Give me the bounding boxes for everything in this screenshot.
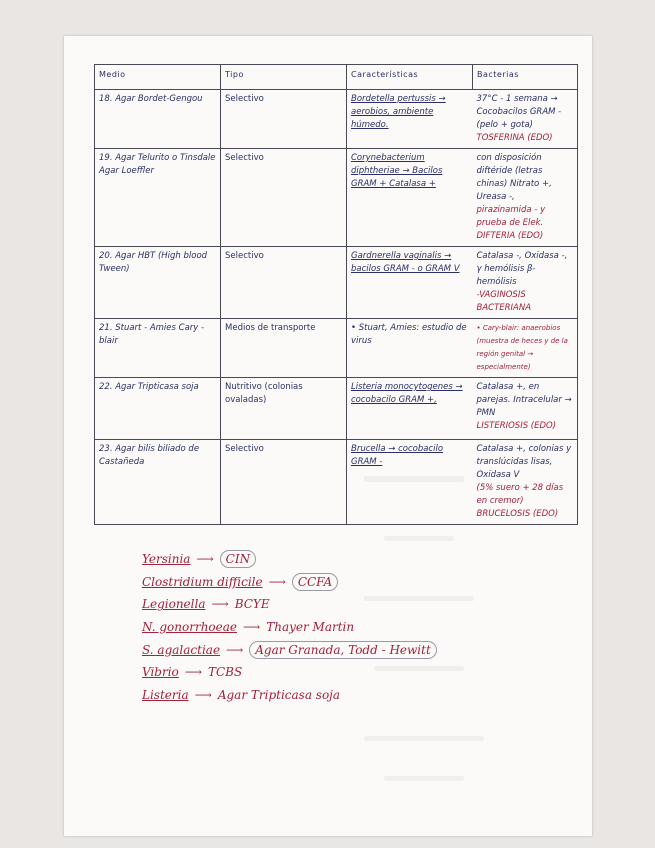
- bleed-through-mark: [384, 776, 464, 781]
- bleed-through-mark: [384, 536, 454, 541]
- cell-caracteristicas: [347, 90, 473, 149]
- char-line: Bordetella pertussis → aerobios, ambiente húmedo.: [351, 94, 446, 130]
- notebook-page: [64, 36, 592, 836]
- table-header-row: [95, 65, 578, 90]
- table-row: [95, 440, 578, 525]
- char-line: 37°C - 1 semana → Cocobacilos GRAM - (pelo + gota): [476, 94, 562, 130]
- list-item: [142, 638, 437, 661]
- header-caracteristicas: Características: [347, 65, 473, 90]
- table-row: [95, 90, 578, 149]
- disease-label: (5% suero + 28 días en cremor) BRUCELOSIS (EDO): [476, 483, 564, 519]
- char-line: • Stuart, Amies: estudio de virus: [351, 323, 467, 346]
- cell-bacterias: [473, 319, 578, 378]
- char-line: Gardnerella vaginalis → bacilos GRAM - o GRAM V: [351, 251, 460, 274]
- cell-tipo: Selectivo: [221, 90, 347, 149]
- cell-tipo: Selectivo: [221, 247, 347, 319]
- char-line: Catalasa +, colonias y translúcidas lisas, Oxidasa V: [476, 444, 572, 480]
- char-line: con disposición diftéride (letras chinas) Nitrato +, Ureasa -,: [476, 153, 552, 202]
- cell-bacterias: [473, 440, 578, 525]
- arrow-icon: ⟶: [184, 665, 202, 680]
- cell-tipo: Medios de transporte: [221, 319, 347, 378]
- cell-medio: 22. Agar Tripticasa soja: [95, 378, 221, 440]
- medium-name: CCFA: [292, 573, 338, 591]
- arrow-icon: ⟶: [268, 574, 286, 589]
- organism-name: S. agalactiae: [142, 642, 221, 657]
- cell-medio: 19. Agar Telurito o Tinsdale Agar Loeffler: [95, 149, 221, 247]
- char-line: • Cary-blair: anaerobios (muestra de heces y de la región genital → especialmente): [476, 324, 568, 371]
- medium-name: BCYE: [234, 597, 270, 612]
- bleed-through-mark: [364, 736, 484, 741]
- cell-bacterias: [473, 247, 578, 319]
- organism-name: Legionella: [142, 597, 206, 612]
- medium-name: TCBS: [207, 665, 243, 680]
- arrow-icon: ⟶: [226, 642, 244, 657]
- list-item: [142, 593, 437, 616]
- char-line: Brucella → cocobacilo GRAM -: [351, 444, 444, 467]
- cell-bacterias: [473, 378, 578, 440]
- disease-label: TOSFERINA (EDO): [476, 133, 553, 143]
- char-line: Catalasa -, Oxidasa -, γ hemólisis β-hemólisis: [476, 251, 568, 287]
- cell-caracteristicas: [347, 149, 473, 247]
- cell-bacterias: [473, 149, 578, 247]
- table-row: [95, 149, 578, 247]
- char-line: Listeria monocytogenes → cocobacilo GRAM +,: [351, 382, 463, 405]
- cell-tipo: Nutritivo (colonias ovaladas): [221, 378, 347, 440]
- organism-medium-list: [142, 548, 437, 706]
- table-row: [95, 319, 578, 378]
- organism-name: Listeria: [142, 687, 189, 702]
- cell-caracteristicas: [347, 378, 473, 440]
- list-item: [142, 548, 437, 571]
- organism-name: Yersinia: [142, 552, 191, 567]
- arrow-icon: ⟶: [196, 552, 214, 567]
- char-line: Catalasa +, en parejas. Intracelular → PMN: [476, 382, 572, 418]
- culture-media-table: [94, 64, 578, 525]
- list-item: [142, 571, 437, 594]
- header-tipo: Tipo: [221, 65, 347, 90]
- organism-name: N. gonorrhoeae: [142, 620, 238, 635]
- cell-medio: 20. Agar HBT (High blood Tween): [95, 247, 221, 319]
- cell-medio: 21. Stuart - Amies Cary - blair: [95, 319, 221, 378]
- cell-tipo: Selectivo: [221, 149, 347, 247]
- cell-caracteristicas: [347, 319, 473, 378]
- cell-bacterias: [473, 90, 578, 149]
- cell-caracteristicas: [347, 440, 473, 525]
- medium-name: CIN: [220, 550, 256, 568]
- medium-name: Agar Tripticasa soja: [217, 687, 341, 702]
- cell-medio: 23. Agar bilis biliado de Castañeda: [95, 440, 221, 525]
- char-line: Corynebacterium diphtheriae → Bacilos GRAM + Catalasa +: [351, 153, 443, 189]
- medium-name: Thayer Martin: [266, 620, 355, 635]
- arrow-icon: ⟶: [243, 620, 261, 635]
- list-item: [142, 616, 437, 639]
- medium-name: Agar Granada, Todd - Hewitt: [249, 641, 437, 659]
- list-item: [142, 661, 437, 684]
- disease-label: pirazinamida - y prueba de Elek. DIFTERIA (EDO): [476, 205, 546, 241]
- cell-caracteristicas: [347, 247, 473, 319]
- table-row: [95, 378, 578, 440]
- organism-name: Vibrio: [142, 665, 179, 680]
- cell-tipo: Selectivo: [221, 440, 347, 525]
- header-medio: Medio: [95, 65, 221, 90]
- header-bacterias: Bacterias: [473, 65, 578, 90]
- disease-label: LISTERIOSIS (EDO): [476, 421, 557, 431]
- cell-medio: 18. Agar Bordet-Gengou: [95, 90, 221, 149]
- disease-label: -VAGINOSIS BACTERIANA: [476, 290, 532, 313]
- table-row: [95, 247, 578, 319]
- arrow-icon: ⟶: [194, 687, 212, 702]
- arrow-icon: ⟶: [211, 597, 229, 612]
- list-item: [142, 684, 437, 707]
- organism-name: Clostridium difficile: [142, 574, 263, 589]
